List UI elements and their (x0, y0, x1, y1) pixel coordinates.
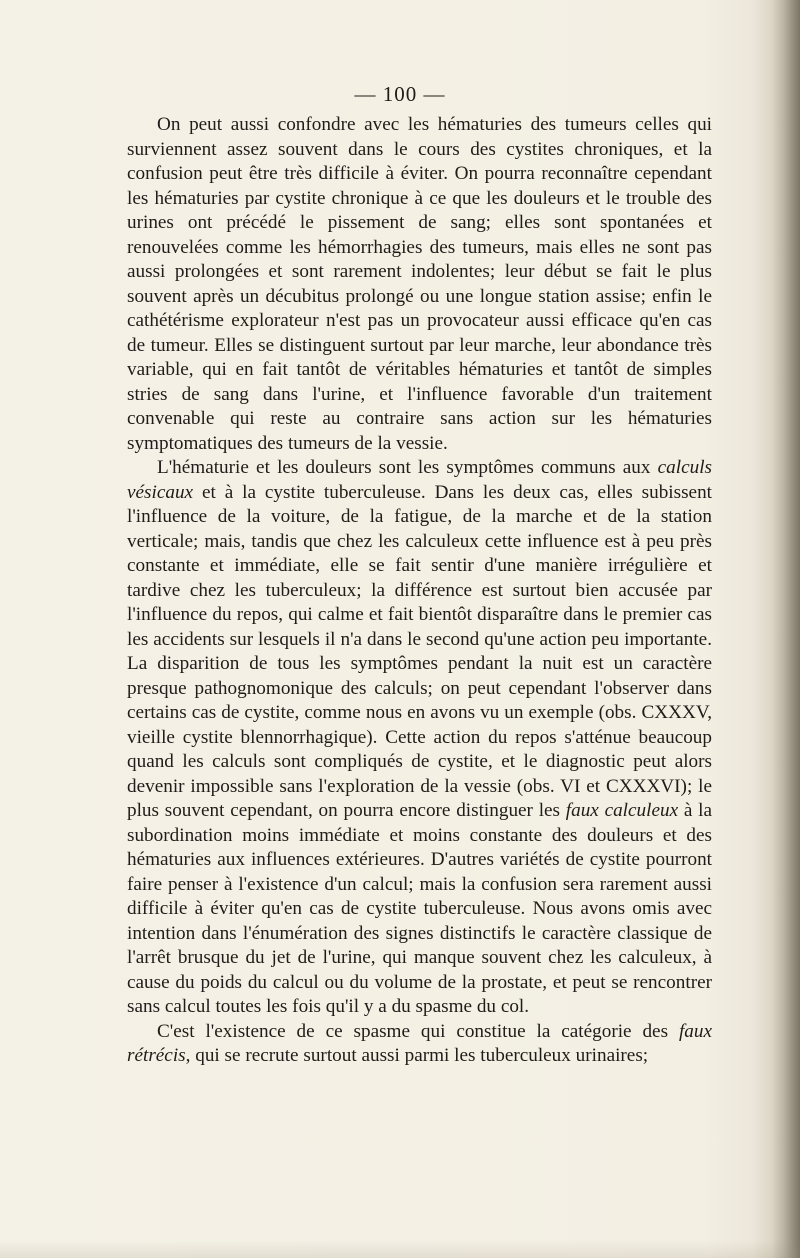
paragraph-text: , qui se recrute surtout aussi parmi les tuberculeux urinaires; (185, 1045, 649, 1066)
page-bottom-shadow (0, 1240, 800, 1258)
italic-term: faux rétrécis (127, 1020, 712, 1066)
italic-term: faux calculeux (565, 800, 679, 821)
page-number: — 100 — (354, 82, 446, 106)
paragraph-faux-retrecis (127, 1020, 712, 1069)
paragraph-calculs-vesicaux (127, 456, 712, 1020)
paragraph-text: et à la cystite tuberculeuse. Dans les deux cas, elles subissent l'influence de la voiture, de la fatigue, de la marche et de la station verticale; mais, tandis que chez les calculeux cette influence est à peu près constante et immédiate, elle se fait sentir d'une manière irrégulière et tardive chez les tuberculeux; la différence est surtout bien accusée par l'influence du repos, qui calme et fait bientôt disparaître dans le premier cas les accidents sur lesquels il n'a dans le second qu'une action peu importante. La disparition de tous les symptômes pendant la nuit est un caractère presque pathognomonique des calculs; on peut cependant l'observer dans certains cas de cystite, comme nous en avons vu un exemple (obs. CXXXV, vieille cystite blennorrhagique). Cette action du repos s'atténue beaucoup quand les calculs sont compliqués de cystite, et le diagnostic peut alors devenir impossible sans l'exploration de la vessie (obs. VI et CXXXVI); le plus souvent cependant, on pourra encore distinguer les (127, 481, 712, 821)
paragraph-text: On peut aussi confondre avec les hématuries des tumeurs celles qui surviennent assez souvent dans le cours des cystites chroniques, et la confusion peut être très difficile à éviter. On pourra reconnaître cependant les hématuries par cystite chronique à ce que les douleurs et le trouble des urines ont précédé le pissement de sang; elles sont spontanées et renouvelées comme les hémorrhagies des tumeurs, mais elles ne sont pas aussi prolongées et sont rarement indolentes; leur début se fait le plus souvent après un décubitus prolongé ou une longue station assise; enfin le cathétérisme explorateur n'est pas un provocateur aussi efficace qu'en cas de tumeur. Elles se distinguent surtout par leur marche, leur abondance très variable, qui en fait tantôt de véritables hématuries et tantôt de simples stries de sang dans l'urine, et l'influence favorable d'un traitement convenable qui reste au contraire sans action sur les hématuries symptomatiques des tumeurs de la vessie. (127, 114, 712, 454)
paragraph-hematuries-tumeurs (127, 113, 712, 456)
paragraph-text: à la subordination moins immédiate et moins constante des douleurs et des hématuries aux influences extérieures. D'autres variétés de cystite pourront faire penser à l'existence d'un calcul; mais la confusion sera rarement aussi difficile à éviter qu'en cas de cystite tuberculeuse. Nous avons omis avec intention dans l'énumération des signes distinctifs le caractère classique de l'arrêt brusque du jet de l'urine, qui manque souvent chez les calculeux, à cause du poids du calcul ou du volume de la prostate, et peut se rencontrer sans calcul toutes les fois qu'il y a du spasme du col. (127, 800, 712, 1017)
paragraph-text: L'hématurie et les douleurs sont les symptômes communs aux (157, 457, 658, 478)
body-text (127, 113, 712, 1069)
page-edge-shadow (772, 0, 800, 1258)
italic-term: calculs vésicaux (127, 457, 712, 503)
paragraph-text: C'est l'existence de ce spasme qui constitue la catégorie des (157, 1020, 679, 1042)
